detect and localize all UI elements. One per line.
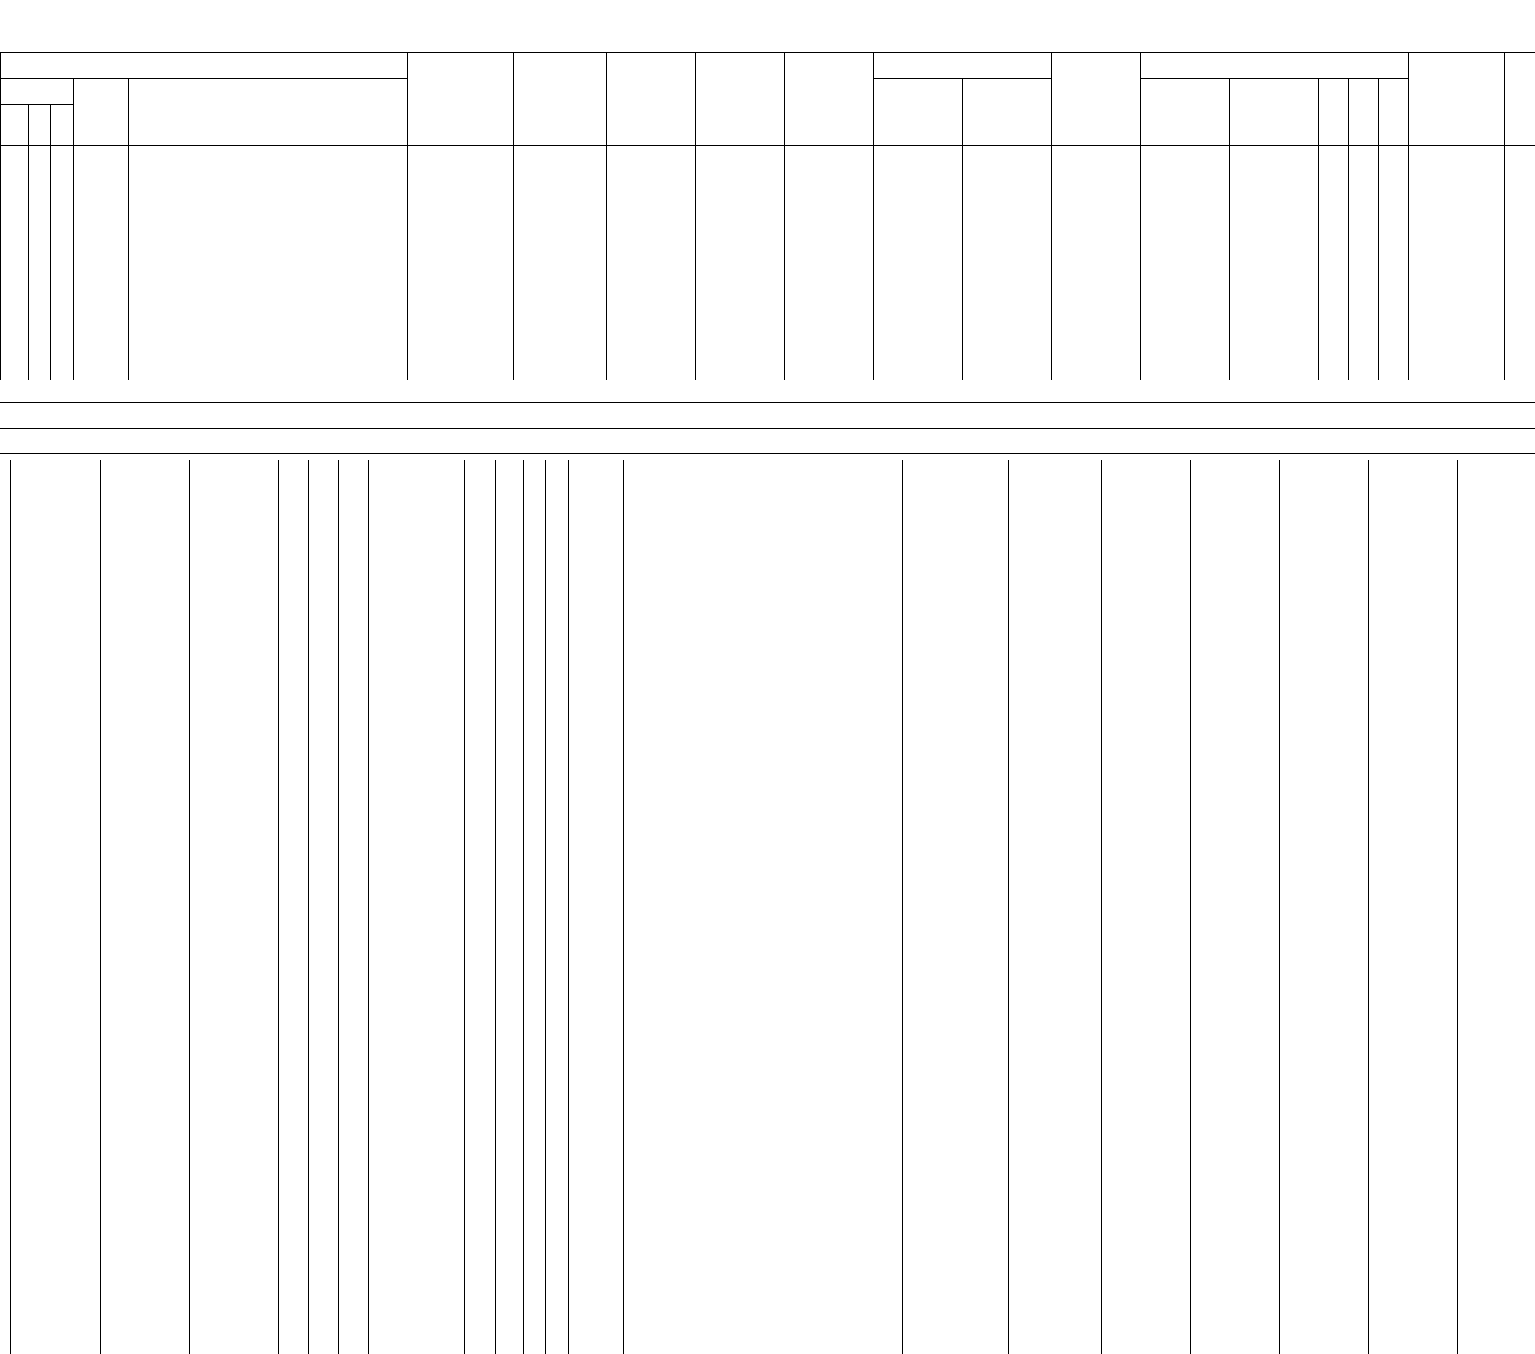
header-business-income <box>1051 52 1140 145</box>
header-project <box>0 52 407 78</box>
header-lei <box>0 104 28 145</box>
header-affiliated-income <box>1318 78 1348 145</box>
header-state-capital <box>784 52 873 145</box>
header-amount <box>873 78 962 145</box>
header-xiang <box>50 104 73 145</box>
header-subject-code <box>0 78 73 104</box>
income-table-header-section <box>0 52 1535 380</box>
header-education-fee <box>962 78 1051 145</box>
header-kuan <box>28 104 50 145</box>
header-public-service <box>873 52 1051 78</box>
header-gov-fund <box>695 52 784 145</box>
header-other-income <box>1408 52 1504 145</box>
distorted-band <box>0 380 1535 460</box>
header-carryover <box>513 52 606 145</box>
header-general-budget <box>606 52 695 145</box>
income-table-lower-section <box>0 460 1535 1354</box>
header-transfer-income <box>1140 52 1408 78</box>
header-unit-name <box>128 78 407 145</box>
header-superior-subsidy <box>1229 78 1318 145</box>
header-other-dept <box>1348 78 1378 145</box>
header-other-level-gov <box>1378 78 1408 145</box>
header-total <box>407 52 513 145</box>
header-fund-balance <box>1504 52 1535 145</box>
header-unit-code <box>73 78 128 145</box>
header-subtotal <box>1140 78 1229 145</box>
